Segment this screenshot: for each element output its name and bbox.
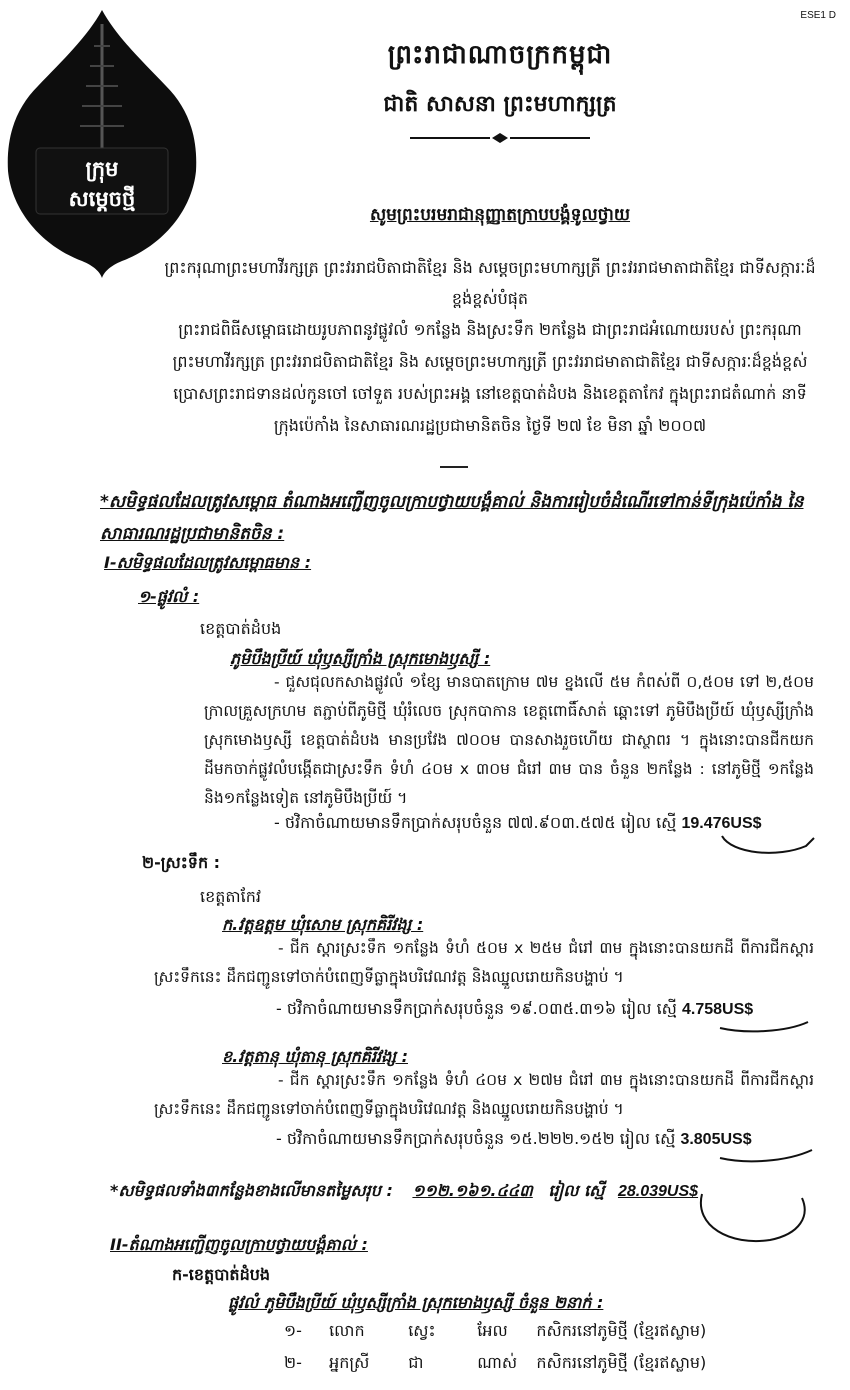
pond-site-b-title: ខ.វត្តតានុ ឃុំតានុ ស្រុកគិរីវង្ស : bbox=[222, 1047, 408, 1066]
handwritten-mark bbox=[716, 1146, 816, 1166]
person-title: អ្នកស្រី bbox=[329, 1353, 370, 1372]
greeting-line: សូមព្រះបរមរាជានុញ្ញាតក្រាបបង្គំទូលថ្វាយ bbox=[369, 205, 631, 225]
road-description: - ជួសជុលកសាងផ្លូវលំ ១ខ្សែ មានបាតក្រោម ៧ម ខ្នងលើ ៥ម កំពស់ពី ០,៥០ម ទៅ ២,៥០ម ក្រាលគ្រួសក្រហម តភ្ជាប់ពីភូមិថ្មី ឃុំរំលេច ស្រុកបាកាន ខេត្តពោធិ៍សាត់ ឆ្ពោះទៅ ភូមិបឹងប្រីយ៍ ឃុំឫស្សីក្រាំង ស្រុកមោងឫស្សី ខេត្តបាត់ដំបង មានប្រវែង ៧០០ម បានសាងរួចហើយ ជាស្ថាពរ ។ ក្នុងនោះបានជីកយកដីមកចាក់ផ្លូវលំបង្កើតជាស្រះទឹក ទំហំ ៤០ម x ៣០ម ជំរៅ ៣ម បាន ចំនួន ២កន្លែង : នៅភូមិថ្មី ១កន្លែង និង១កន្លែងទៀត នៅភូមិបឹងប្រីយ៍ ។ bbox=[204, 673, 814, 807]
road-heading: ១-ផ្លូវលំ : bbox=[138, 587, 200, 606]
handwritten-mark bbox=[716, 1016, 812, 1036]
person-given-name: ណាស់ bbox=[477, 1353, 518, 1372]
emblem-line-2: សម្តេចថ្មី bbox=[68, 187, 136, 211]
pond-site-b-cost-text: - ថវិកាចំណាយមានទឹកប្រាក់សរុបចំនួន ១៥.២២២.១៥២ រៀល ស្មើ bbox=[276, 1129, 676, 1148]
divider bbox=[440, 466, 468, 468]
total-line bbox=[110, 1180, 698, 1204]
road-cost-usd: 19.476US$ bbox=[681, 815, 762, 832]
total-label: *សមិទ្ធផលទាំង៣កន្លែងខាងលើមានតម្លៃសរុប : bbox=[110, 1181, 393, 1200]
road-province: ខេត្តបាត់ដំបង bbox=[200, 619, 282, 638]
person-title: លោក bbox=[329, 1321, 365, 1340]
pond-site-b-cost-usd: 3.805US$ bbox=[680, 1131, 752, 1148]
handwritten-mark bbox=[718, 832, 818, 860]
handwritten-mark bbox=[690, 1186, 814, 1248]
document-code: ESE1 D bbox=[800, 10, 836, 21]
divider-ornament-icon bbox=[400, 132, 600, 144]
total-riel-unit: រៀល ស្មើ bbox=[548, 1181, 605, 1200]
pond-site-b-cost bbox=[276, 1128, 752, 1152]
person-role: កសិករនៅភូមិថ្មី (ខ្មែរឥស្លាម) bbox=[536, 1321, 707, 1340]
pond-site-a-cost-text: - ថវិកាចំណាយមានទឹកប្រាក់សរុបចំនួន ១៩.០៣៥.៣១៦ រៀល ស្មើ bbox=[276, 999, 677, 1018]
summary-heading: *សមិទ្ធផលដែលត្រូវសម្ពោធ តំណាងអញ្ជើញចូលក្រាបថ្វាយបង្គំគាល់ និងការរៀបចំដំណើរទៅកាន់ទីក្រុងប៉េកាំង នៃសាធារណរដ្ឋប្រជាមានិតចិន : bbox=[100, 492, 804, 544]
group-emblem bbox=[2, 6, 202, 278]
road-cost bbox=[274, 812, 762, 836]
national-motto: ជាតិ សាសនា ព្រះមហាក្សត្រ bbox=[383, 92, 617, 117]
person-given-name: អែល bbox=[477, 1321, 508, 1340]
ceremony-paragraph: ព្រះរាជពិធីសម្ពោធដោយរូបភាពនូវផ្លូវលំ ១កន្លែង និងស្រះទឹក ២កន្លែង ជាព្រះរាជអំណោយរបស់ ព្រះករុណាព្រះមហាវីរក្សត្រ ព្រះវររាជបិតាជាតិខ្មែរ និង សម្តេចព្រះមហាក្សត្រី ព្រះវររាជមាតាជាតិខ្មែរ ជាទីសក្ការៈដ៏ខ្ពង់ខ្ពស់ ប្រោសព្រះរាជទានដល់កូនចៅ ចៅទួត របស់ព្រះអង្គ នៅខេត្តបាត់ដំបង និងខេត្តតាកែវ ក្នុងព្រះរាជតំណាក់ នាទីក្រុងប៉េកាំង នៃសាធារណរដ្ឋប្រជាមានិតចិន ថ្ងៃទី ២៧ ខែ មិនា ឆ្នាំ ២០០៧ bbox=[172, 320, 808, 435]
pond-site-a-title: ក.វត្តឧត្តម ឃុំសោម ស្រុកគិរីវង្ស : bbox=[222, 915, 424, 934]
list-item bbox=[284, 1352, 706, 1376]
kingdom-title: ព្រះរាជាណាចក្រកម្ពុជា bbox=[387, 40, 613, 70]
road-village: ភូមិបឹងប្រីយ៍ ឃុំឫស្សីក្រាំង ស្រុកមោងឫស្សី : bbox=[230, 649, 491, 668]
person-role: កសិករនៅភូមិថ្មី (ខ្មែរឥស្លាម) bbox=[536, 1353, 707, 1372]
pond-site-a-cost-usd: 4.758US$ bbox=[682, 1001, 754, 1018]
pond-heading: ២-ស្រះទឹក : bbox=[142, 853, 221, 872]
person-number: ១- bbox=[284, 1321, 302, 1340]
emblem-line-1: ក្រុម bbox=[85, 157, 119, 181]
section-2-group-title: ផ្លូវលំ ភូមិបឹងប្រីយ៍ ឃុំឫស្សីក្រាំង ស្រុកមោងឫស្សី ចំនួន ២នាក់ : bbox=[228, 1293, 604, 1312]
person-surname: ស្វេះ bbox=[408, 1321, 436, 1340]
section-2-heading: II-តំណាងអញ្ជើញចូលក្រាបថ្វាយបង្គំគាល់ : bbox=[110, 1235, 368, 1254]
person-number: ២- bbox=[284, 1353, 302, 1372]
person-surname: ជា bbox=[408, 1353, 424, 1372]
section-1-heading: I-សមិទ្ធផលដែលត្រូវសម្ពោធមាន : bbox=[104, 553, 312, 572]
pond-site-a-cost bbox=[276, 998, 753, 1022]
total-usd: 28.039US$ bbox=[617, 1183, 699, 1200]
bodhi-leaf-icon bbox=[2, 6, 202, 278]
pond-site-a-description: - ជីក ស្តារស្រះទឹក ១កន្លែង ទំហំ ៥០ម x ២៥ម ជំរៅ ៣ម ក្នុងនោះបានយកដី ពីការជីកស្តារស្រះទឹកនេះ ដឹកជញ្ជូនទៅចាក់បំពេញទីធ្លាក្នុងបរិវេណវត្ត និងឈ្នួលរោយកិនបង្ហាប់ ។ bbox=[154, 939, 814, 986]
intro-paragraph: ព្រះករុណាព្រះមហាវីរក្សត្រ ព្រះវររាជបិតាជាតិខ្មែរ និង សម្តេចព្រះមហាក្សត្រី ព្រះវររាជមាតាជាតិខ្មែរ ជាទីសក្ការៈដ៏ខ្ពង់ខ្ពស់បំផុត bbox=[164, 258, 816, 308]
section-2-province: ក-ខេត្តបាត់ដំបង bbox=[172, 1265, 271, 1284]
road-cost-text: - ថវិកាចំណាយមានទឹកប្រាក់សរុបចំនួន ៧៧.៩០៣.៥៧៥ រៀល ស្មើ bbox=[274, 813, 677, 832]
total-riel: ១១២.១៦១.៤៤៣ bbox=[412, 1181, 533, 1200]
list-item bbox=[284, 1320, 706, 1344]
pond-site-b-description: - ជីក ស្តារស្រះទឹក ១កន្លែង ទំហំ ៤០ម x ២៧ម ជំរៅ ៣ម ក្នុងនោះបានយកដី ពីការជីកស្តារស្រះទឹកនេះ ដឹកជញ្ជូនទៅចាក់បំពេញទីធ្លាក្នុងបរិវេណវត្ត និងឈ្នួលរោយកិនបង្ហាប់ ។ bbox=[154, 1071, 814, 1118]
pond-province: ខេត្តតាកែវ bbox=[200, 887, 261, 906]
